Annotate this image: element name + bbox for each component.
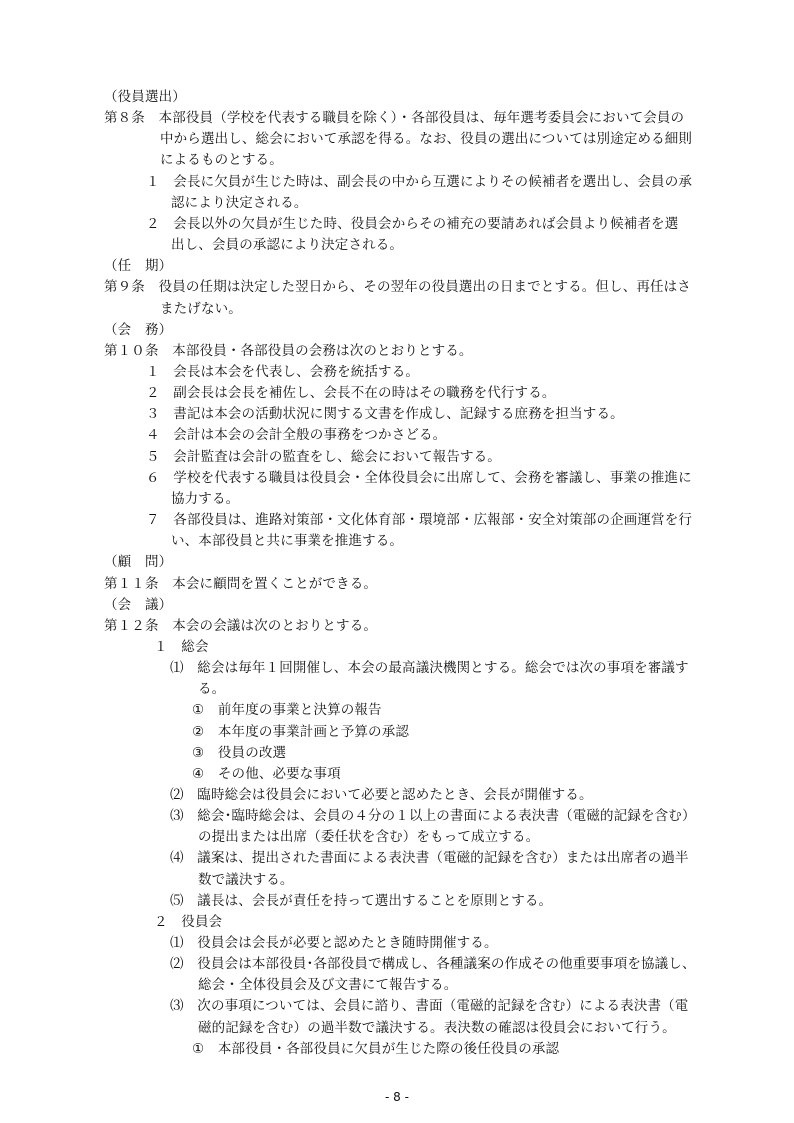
- text-line: ２ 副会長は会長を補佐し、会長不在の時はその職務を代行する。: [146, 385, 556, 402]
- text-line: ７ 各部役員は、進路対策部・文化体育部・環境部・広報部・安全対策部の企画運営を行: [146, 512, 692, 528]
- text-line: ① 前年度の事業と決算の報告: [192, 702, 382, 719]
- text-line: １ 会長は本会を代表し、会務を統括する。: [146, 363, 419, 380]
- text-line: ３ 書記は本会の活動状況に関する文書を作成し、記録する庶務を担当する。: [146, 406, 624, 423]
- text-line: ⑸ 議長は、会長が責任を持って選出することを原則とする。: [170, 892, 553, 909]
- text-line: （会 議）: [104, 596, 173, 613]
- text-line: ④ その他、必要な事項: [192, 765, 341, 782]
- text-line: 磁的記録を含む）の過半数で議決する。表決数の確認は役員会において行う。: [198, 1019, 676, 1036]
- text-line: １ 総会: [154, 638, 209, 655]
- text-line: ③ 役員の改選: [192, 744, 287, 761]
- text-line: ２ 役員会: [154, 913, 223, 930]
- text-line: 協力する。: [171, 490, 240, 507]
- page-number: - 8 -: [385, 1090, 409, 1104]
- text-line: 第１１条 本会に顧問を置くことができる。: [104, 575, 377, 592]
- text-line: の提出または出席（委任状を含む）をもって成立する。: [198, 829, 540, 846]
- text-line: （会 務）: [104, 321, 173, 338]
- text-line: ⑴ 総会は毎年１回開催し、本会の最高議決機関とする。総会では次の事項を審議す: [170, 660, 689, 676]
- text-line: （顧 問）: [104, 554, 173, 571]
- text-line: い、本部役員と共に事業を推進する。: [171, 533, 404, 550]
- text-line: る。: [198, 681, 226, 698]
- text-line: （役員選出）: [104, 89, 186, 105]
- text-line: またげない。: [160, 300, 242, 317]
- text-line: （任 期）: [104, 258, 173, 275]
- text-line: ４ 会計は本会の会計全般の事務をつかさどる。: [146, 427, 447, 444]
- text-line: ５ 会計監査は会計の監査をし、総会において報告する。: [146, 448, 501, 465]
- text-line: 第９条 役員の任期は決定した翌日から、その翌年の役員選出の日までとする。但し、再任はさ: [104, 279, 691, 296]
- text-line: 第１２条 本会の会議は次のとおりとする。: [104, 617, 377, 634]
- text-line: 認により決定される。: [171, 194, 308, 211]
- text-line: 第１０条 本部役員・各部役員の会務は次のとおりとする。: [104, 342, 473, 359]
- text-line: 数で議決する。: [198, 871, 294, 888]
- text-line: ６ 学校を代表する職員は役員会・全体役員会に出席して、会務を審議し、事業の推進に: [146, 469, 692, 486]
- text-line: ② 本年度の事業計画と予算の承認: [192, 723, 410, 740]
- text-line: 第８条 本部役員（学校を代表する職員を除く）・各部役員は、毎年選考委員会において会員の: [104, 110, 685, 127]
- text-line: ２ 会長以外の欠員が生じた時、役員会からその補充の要請あれば会員より候補者を選: [146, 215, 679, 232]
- text-line: 総会・全体役員会及び文書にて報告する。: [198, 977, 458, 994]
- text-line: １ 会長に欠員が生じた時は、副会長の中から互選によりその候補者を選出し、会員の承: [146, 173, 692, 190]
- text-line: 出し、会員の承認により決定される。: [171, 237, 404, 253]
- text-line: ① 本部役員・各部役員に欠員が生じた際の後任役員の承認: [192, 1040, 560, 1057]
- text-line: ⑶ 次の事項については、会員に諮り、書面（電磁的記録を含む）による表決書（電: [170, 998, 689, 1015]
- text-line: ⑶ 総会･臨時総会は、会員の４分の１以上の書面による表決書（電磁的記録を含む）: [170, 808, 696, 825]
- text-line: ⑷ 議案は、提出された書面による表決書（電磁的記録を含む）または出席者の過半: [170, 850, 689, 867]
- text-line: ⑵ 臨時総会は役員会において必要と認めたとき、会長が開催する。: [170, 786, 593, 803]
- text-line: ⑵ 役員会は本部役員･各部役員で構成し、各種議案の作成その他重要事項を協議し、: [170, 956, 696, 973]
- text-line: ⑴ 役員会は会長が必要と認めたとき随時開催する。: [170, 935, 498, 951]
- text-line: 中から選出し、総会において承認を得る。なお、役員の選出については別途定める細則: [160, 131, 693, 148]
- text-line: によるものとする。: [160, 152, 283, 169]
